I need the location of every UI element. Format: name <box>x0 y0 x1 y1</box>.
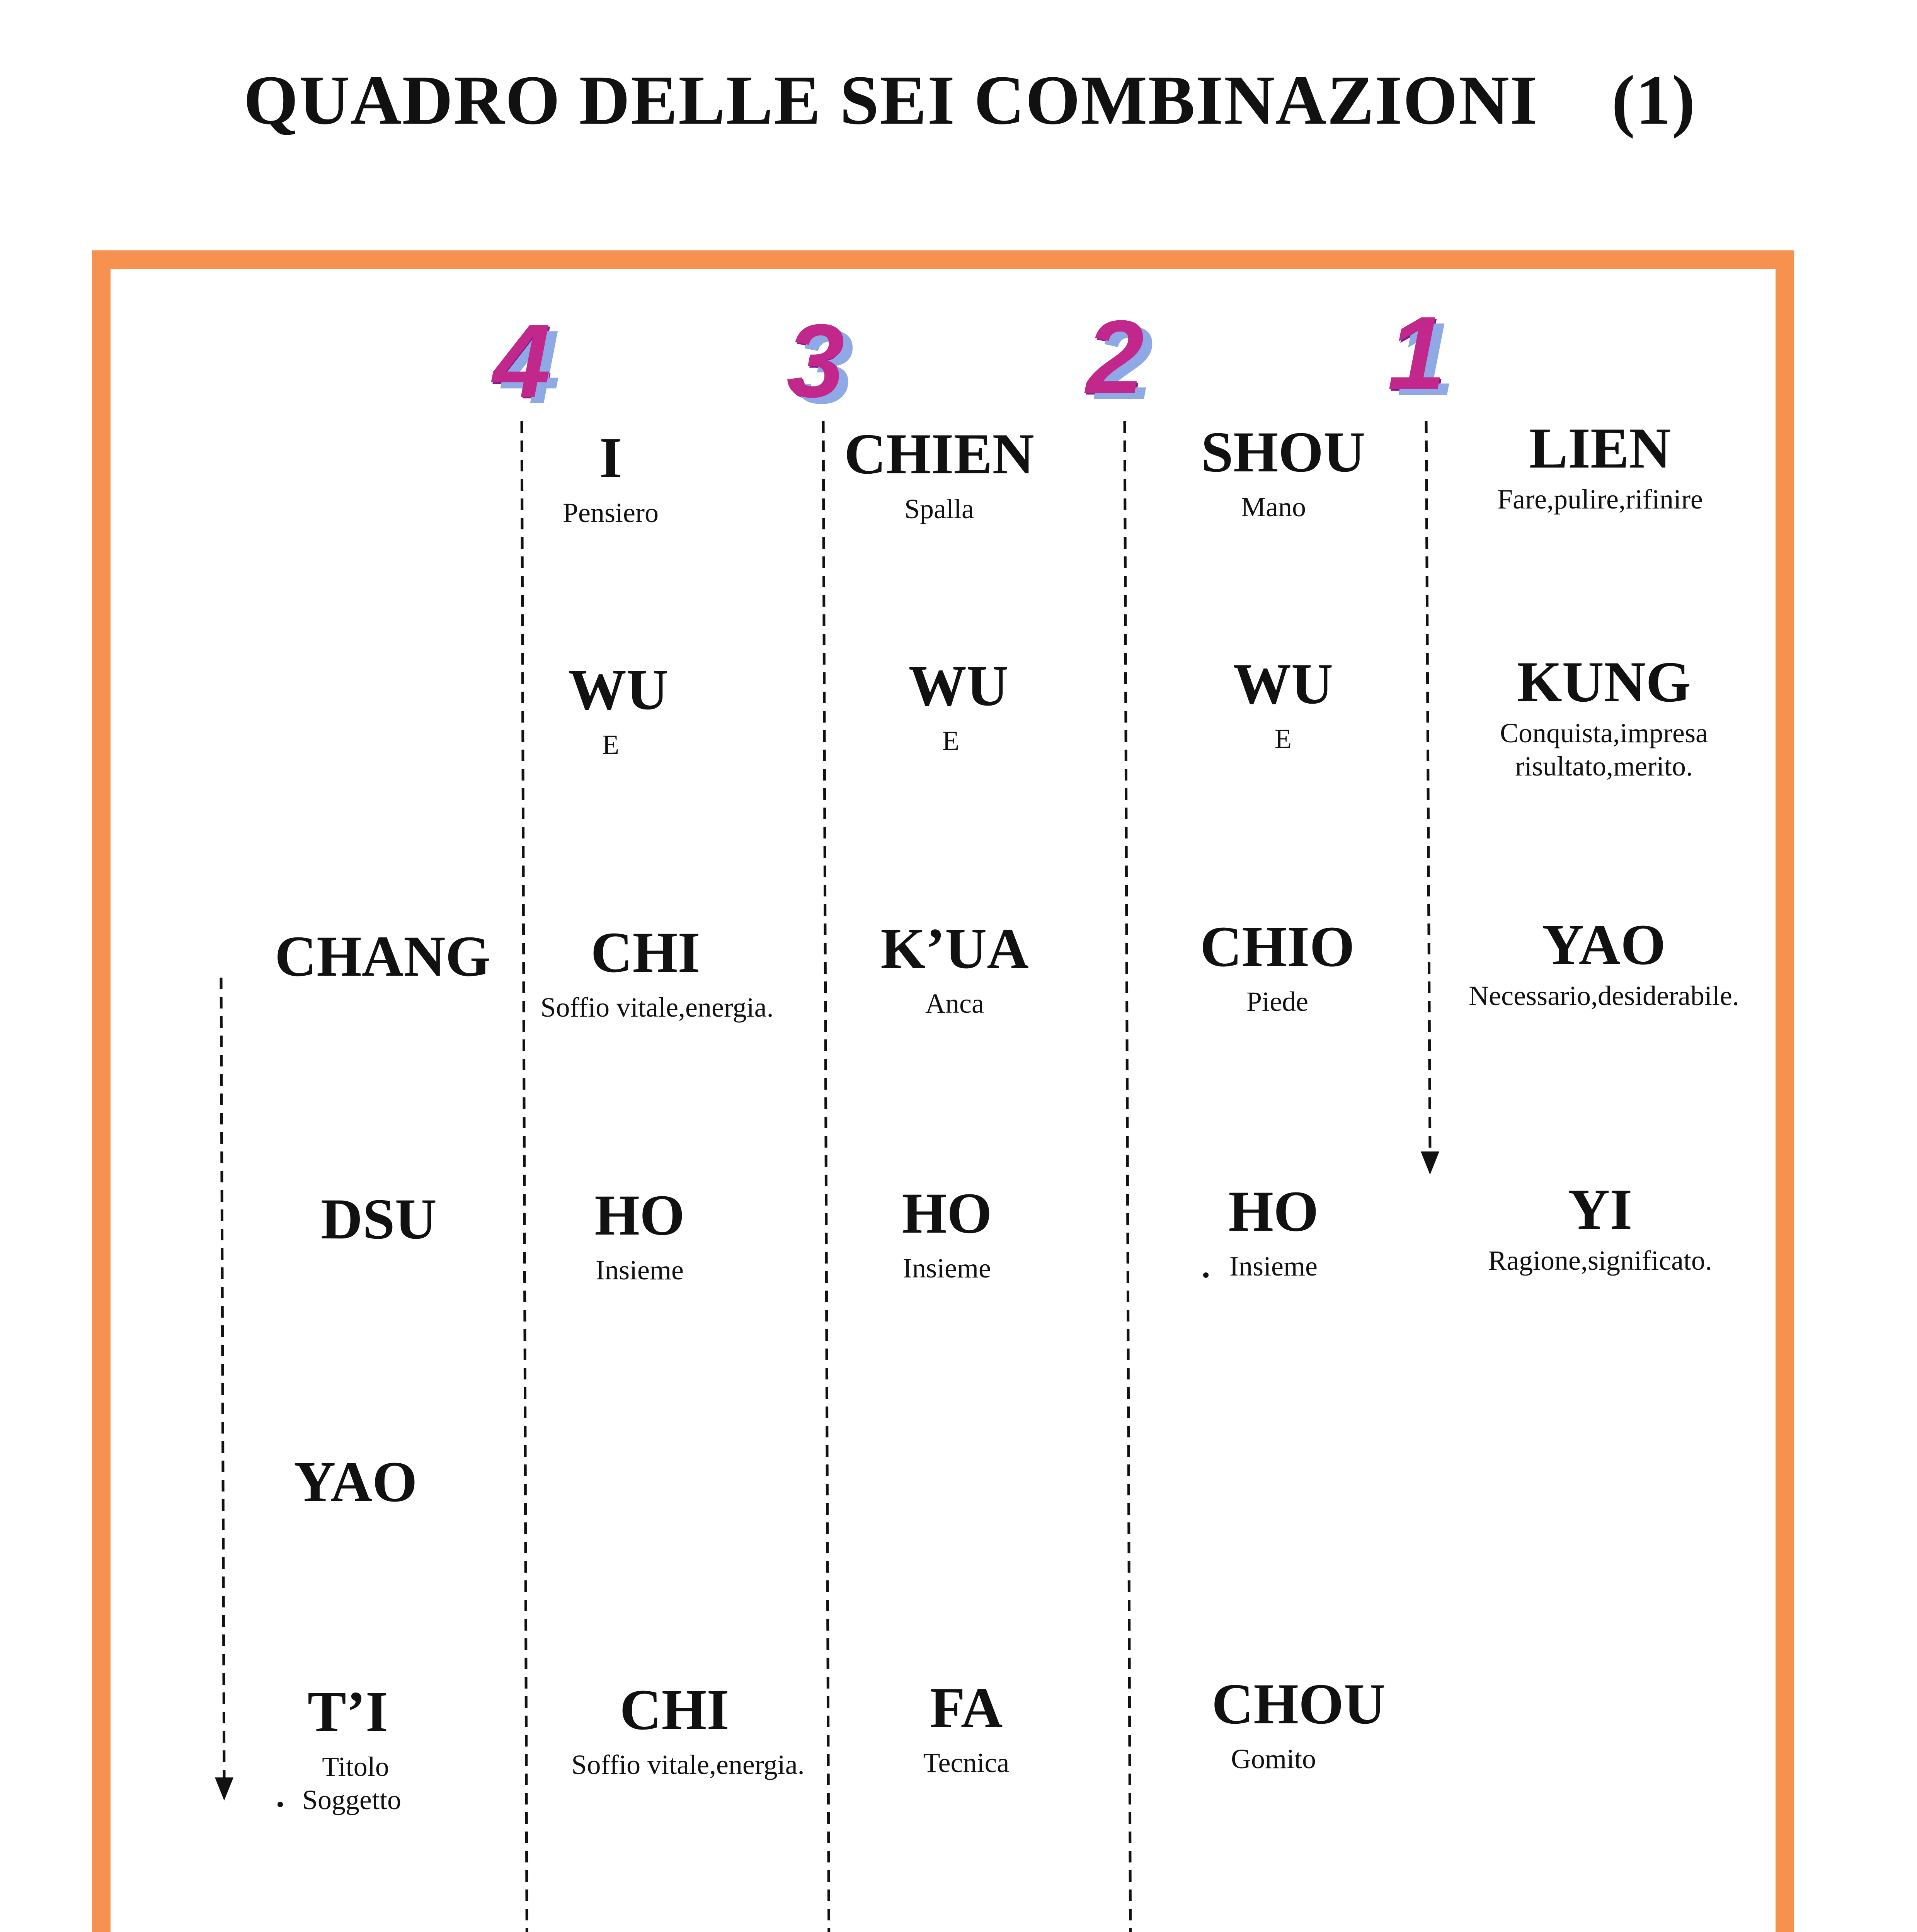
term: LIEN <box>1529 416 1671 480</box>
meaning-line-2: Soggetto <box>302 1784 402 1816</box>
column-2-entry <box>1200 915 1355 1018</box>
column-number-1: 1 <box>1387 295 1446 412</box>
title-number: (1) <box>1611 61 1696 139</box>
term: WU <box>908 654 1009 718</box>
meaning: Gomito <box>1231 1743 1316 1774</box>
column-3-entry <box>902 1181 992 1285</box>
term: I <box>599 426 622 490</box>
term: CHI <box>620 1678 729 1742</box>
column-1-entry <box>1497 416 1703 516</box>
column-2-entry <box>1212 1672 1386 1776</box>
term: CHIEN <box>844 422 1034 486</box>
column-1-entry <box>1488 1177 1712 1277</box>
column-1-entry <box>1469 913 1739 1012</box>
term: CHI <box>591 920 700 985</box>
column-4-entry <box>568 658 669 761</box>
column-1-entry <box>1500 650 1708 783</box>
meaning: Insieme <box>903 1253 991 1284</box>
term: YAO <box>1542 913 1666 977</box>
column-3-entry <box>844 422 1034 526</box>
meaning: Titolo <box>322 1751 389 1782</box>
column-number-4: 4 <box>492 303 551 419</box>
meaning: Ragione,significato. <box>1488 1245 1712 1276</box>
term: DSU <box>320 1187 437 1251</box>
column-4-entry <box>571 1678 805 1781</box>
column-4-entry <box>540 920 774 1024</box>
column-1-arrow-line <box>1426 421 1430 1151</box>
meaning: Soffio vitale,energia. <box>571 1749 805 1780</box>
meaning: E <box>942 725 959 756</box>
term: HO <box>1228 1179 1319 1243</box>
meaning: Spalla <box>904 493 974 524</box>
column-1-arrowhead <box>1421 1151 1439 1175</box>
meaning: Anca <box>925 988 984 1019</box>
meaning: Conquista,impresa <box>1500 718 1708 748</box>
term: SHOU <box>1201 420 1365 484</box>
column-3-arrow-line <box>823 421 831 1932</box>
term: CHIO <box>1200 915 1355 979</box>
term: T’I <box>307 1680 388 1744</box>
meaning-line-2: risultato,merito. <box>1515 751 1693 782</box>
meaning: E <box>1275 723 1292 754</box>
meaning: Tecnica <box>923 1747 1010 1778</box>
column-number-3: 3 <box>786 303 845 419</box>
meaning: Piede <box>1246 986 1308 1017</box>
term: K’UA <box>880 917 1029 981</box>
column-3-entry <box>880 917 1029 1020</box>
column-number-2: 2 <box>1086 299 1144 415</box>
term: FA <box>930 1676 1003 1740</box>
term: HO <box>902 1181 992 1245</box>
term: YAO <box>294 1450 417 1514</box>
column-2-arrow-line <box>1125 421 1132 1932</box>
left-column-entry <box>294 1450 417 1514</box>
meaning: Necessario,desiderabile. <box>1469 980 1739 1011</box>
meaning: Fare,pulire,rifinire <box>1497 484 1703 515</box>
column-2-entry <box>1233 652 1333 755</box>
column-3-entry <box>923 1676 1010 1779</box>
title-text: QUADRO DELLE SEI COMBINAZIONI <box>243 61 1538 139</box>
term: KUNG <box>1517 650 1691 714</box>
stray-dot <box>278 1802 283 1807</box>
term: CHANG <box>274 924 491 988</box>
term: WU <box>568 658 669 722</box>
left-column-arrowhead <box>215 1777 233 1801</box>
term: WU <box>1233 652 1333 716</box>
column-4-entry <box>563 426 659 529</box>
meaning: E <box>602 729 619 760</box>
meaning: Insieme <box>596 1255 684 1286</box>
column-2-entry <box>1201 420 1365 524</box>
meaning: Mano <box>1241 492 1306 522</box>
meaning: Pensiero <box>563 497 659 528</box>
meaning: Soffio vitale,energia. <box>540 992 774 1023</box>
column-2-entry <box>1228 1179 1319 1283</box>
stray-dot <box>1203 1272 1209 1278</box>
column-4-arrow-line <box>522 421 529 1932</box>
left-column-entry <box>295 1680 402 1817</box>
left-column-entry <box>320 1187 437 1251</box>
column-3-entry <box>908 654 1009 757</box>
meaning: Insieme <box>1229 1251 1318 1282</box>
term: CHOU <box>1212 1672 1386 1736</box>
left-column-entry <box>274 924 491 988</box>
term: YI <box>1568 1177 1633 1242</box>
column-4-entry <box>594 1183 685 1287</box>
term: HO <box>594 1183 685 1247</box>
left-column-arrow-line <box>221 978 224 1777</box>
